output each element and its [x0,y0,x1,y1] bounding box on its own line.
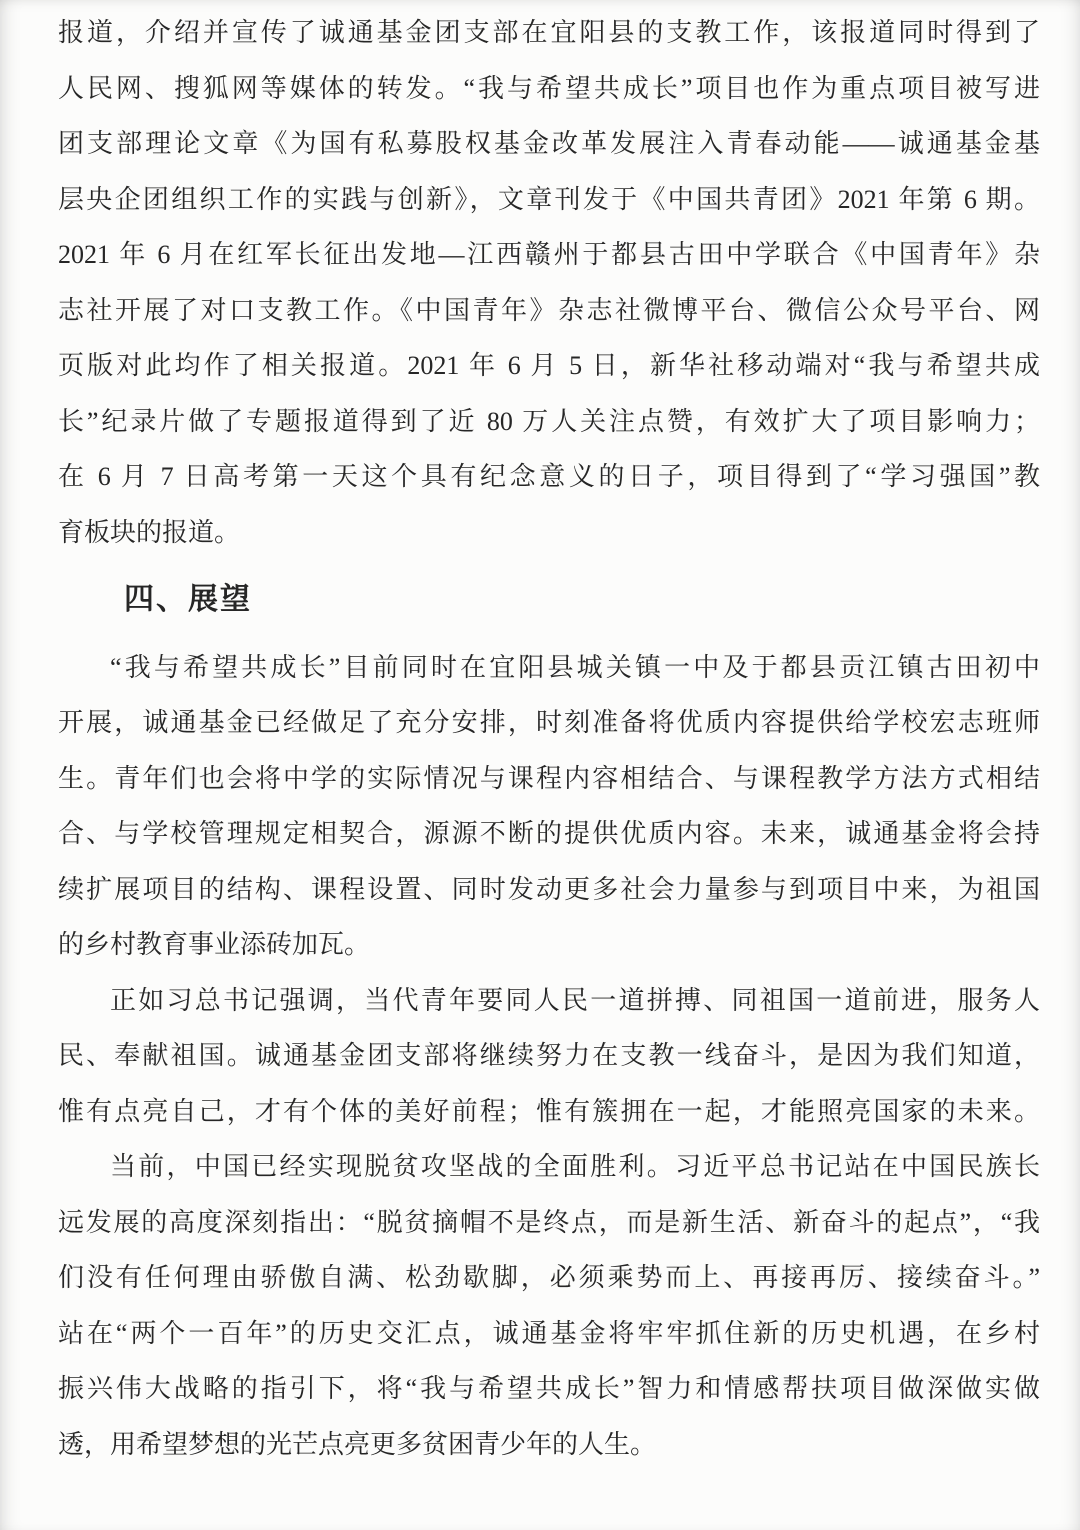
text-line: 合、与学校管理规定相契合，源源不断的提供优质内容。未来，诚通基金将会持 [58,819,1040,848]
text-line: 站在“两个一百年”的历史交汇点，诚通基金将牢牢抓住新的历史机遇，在乡村 [58,1318,1040,1348]
text-line: 开展，诚通基金已经做足了充分安排，时刻准备将优质内容提供给学校宏志班师 [58,708,1040,737]
text-line: 们没有任何理由骄傲自满、松劲歇脚，必须乘势而上、再接再厉、接续奋斗。” [58,1263,1040,1292]
text-line: 长”纪录片做了专题报道得到了近 80 万人关注点赞，有效扩大了项目影响力； [58,406,1040,436]
paragraph [58,5,1040,560]
text-line: 在 6 月 7 日高考第一天这个具有纪念意义的日子，项目得到了“学习强国”教 [58,462,1040,491]
text-line: 育板块的报道。 [58,517,241,547]
document-body [58,5,1040,1472]
text-line: 志社开展了对口支教工作。《中国青年》杂志社微博平台、微信公众号平台、网 [58,295,1040,325]
text-line: 报道，介绍并宣传了诚通基金团支部在宜阳县的支教工作，该报道同时得到了 [58,18,1040,47]
text-line: 人民网、搜狐网等媒体的转发。“我与希望共成长”项目也作为重点项目被写进 [58,73,1040,103]
paragraph [58,973,1040,1140]
section-heading: 四、展望 [124,583,252,616]
text-line: 远发展的高度深刻指出：“脱贫摘帽不是终点，而是新生活、新奋斗的起点”，“我 [58,1207,1040,1237]
text-line: 正如习总书记强调，当代青年要同人民一道拼搏、同祖国一道前进，服务人 [110,985,1040,1015]
paragraph [58,1139,1040,1472]
text-line: 的乡村教育事业添砖加瓦。 [58,930,371,959]
text-line: 民、奉献祖国。诚通基金团支部将继续努力在支教一线奋斗，是因为我们知道， [58,1041,1040,1070]
text-line: 惟有点亮自己，才有个体的美好前程；惟有簇拥在一起，才能照亮国家的未来。 [58,1096,1040,1126]
text-line: “我与希望共成长”目前同时在宜阳县城关镇一中及于都县贡江镇古田初中 [110,652,1040,682]
text-line: 团支部理论文章《为国有私募股权基金改革发展注入青春动能——诚通基金基 [58,129,1040,158]
text-line: 层央企团组织工作的实践与创新》，文章刊发于《中国共青团》2021 年第 6 期。 [58,184,1040,214]
text-line: 透，用希望梦想的光芒点亮更多贫困青少年的人生。 [58,1429,657,1459]
text-line: 生。青年们也会将中学的实际情况与课程内容相结合、与课程教学方法方式相结 [58,763,1040,793]
paragraph [58,640,1040,973]
text-line: 页版对此均作了相关报道。2021 年 6 月 5 日，新华社移动端对“我与希望共成 [58,351,1040,380]
text-line: 2021 年 6 月在红军长征出发地—江西赣州于都县古田中学联合《中国青年》杂 [58,240,1040,269]
text-line: 续扩展项目的结构、课程设置、同时发动更多社会力量参与到项目中来，为祖国 [58,874,1040,904]
text-line: 振兴伟大战略的指引下，将“我与希望共成长”智力和情感帮扶项目做深做实做 [58,1374,1040,1403]
text-line: 当前，中国已经实现脱贫攻坚战的全面胜利。习近平总书记站在中国民族长 [110,1152,1040,1181]
